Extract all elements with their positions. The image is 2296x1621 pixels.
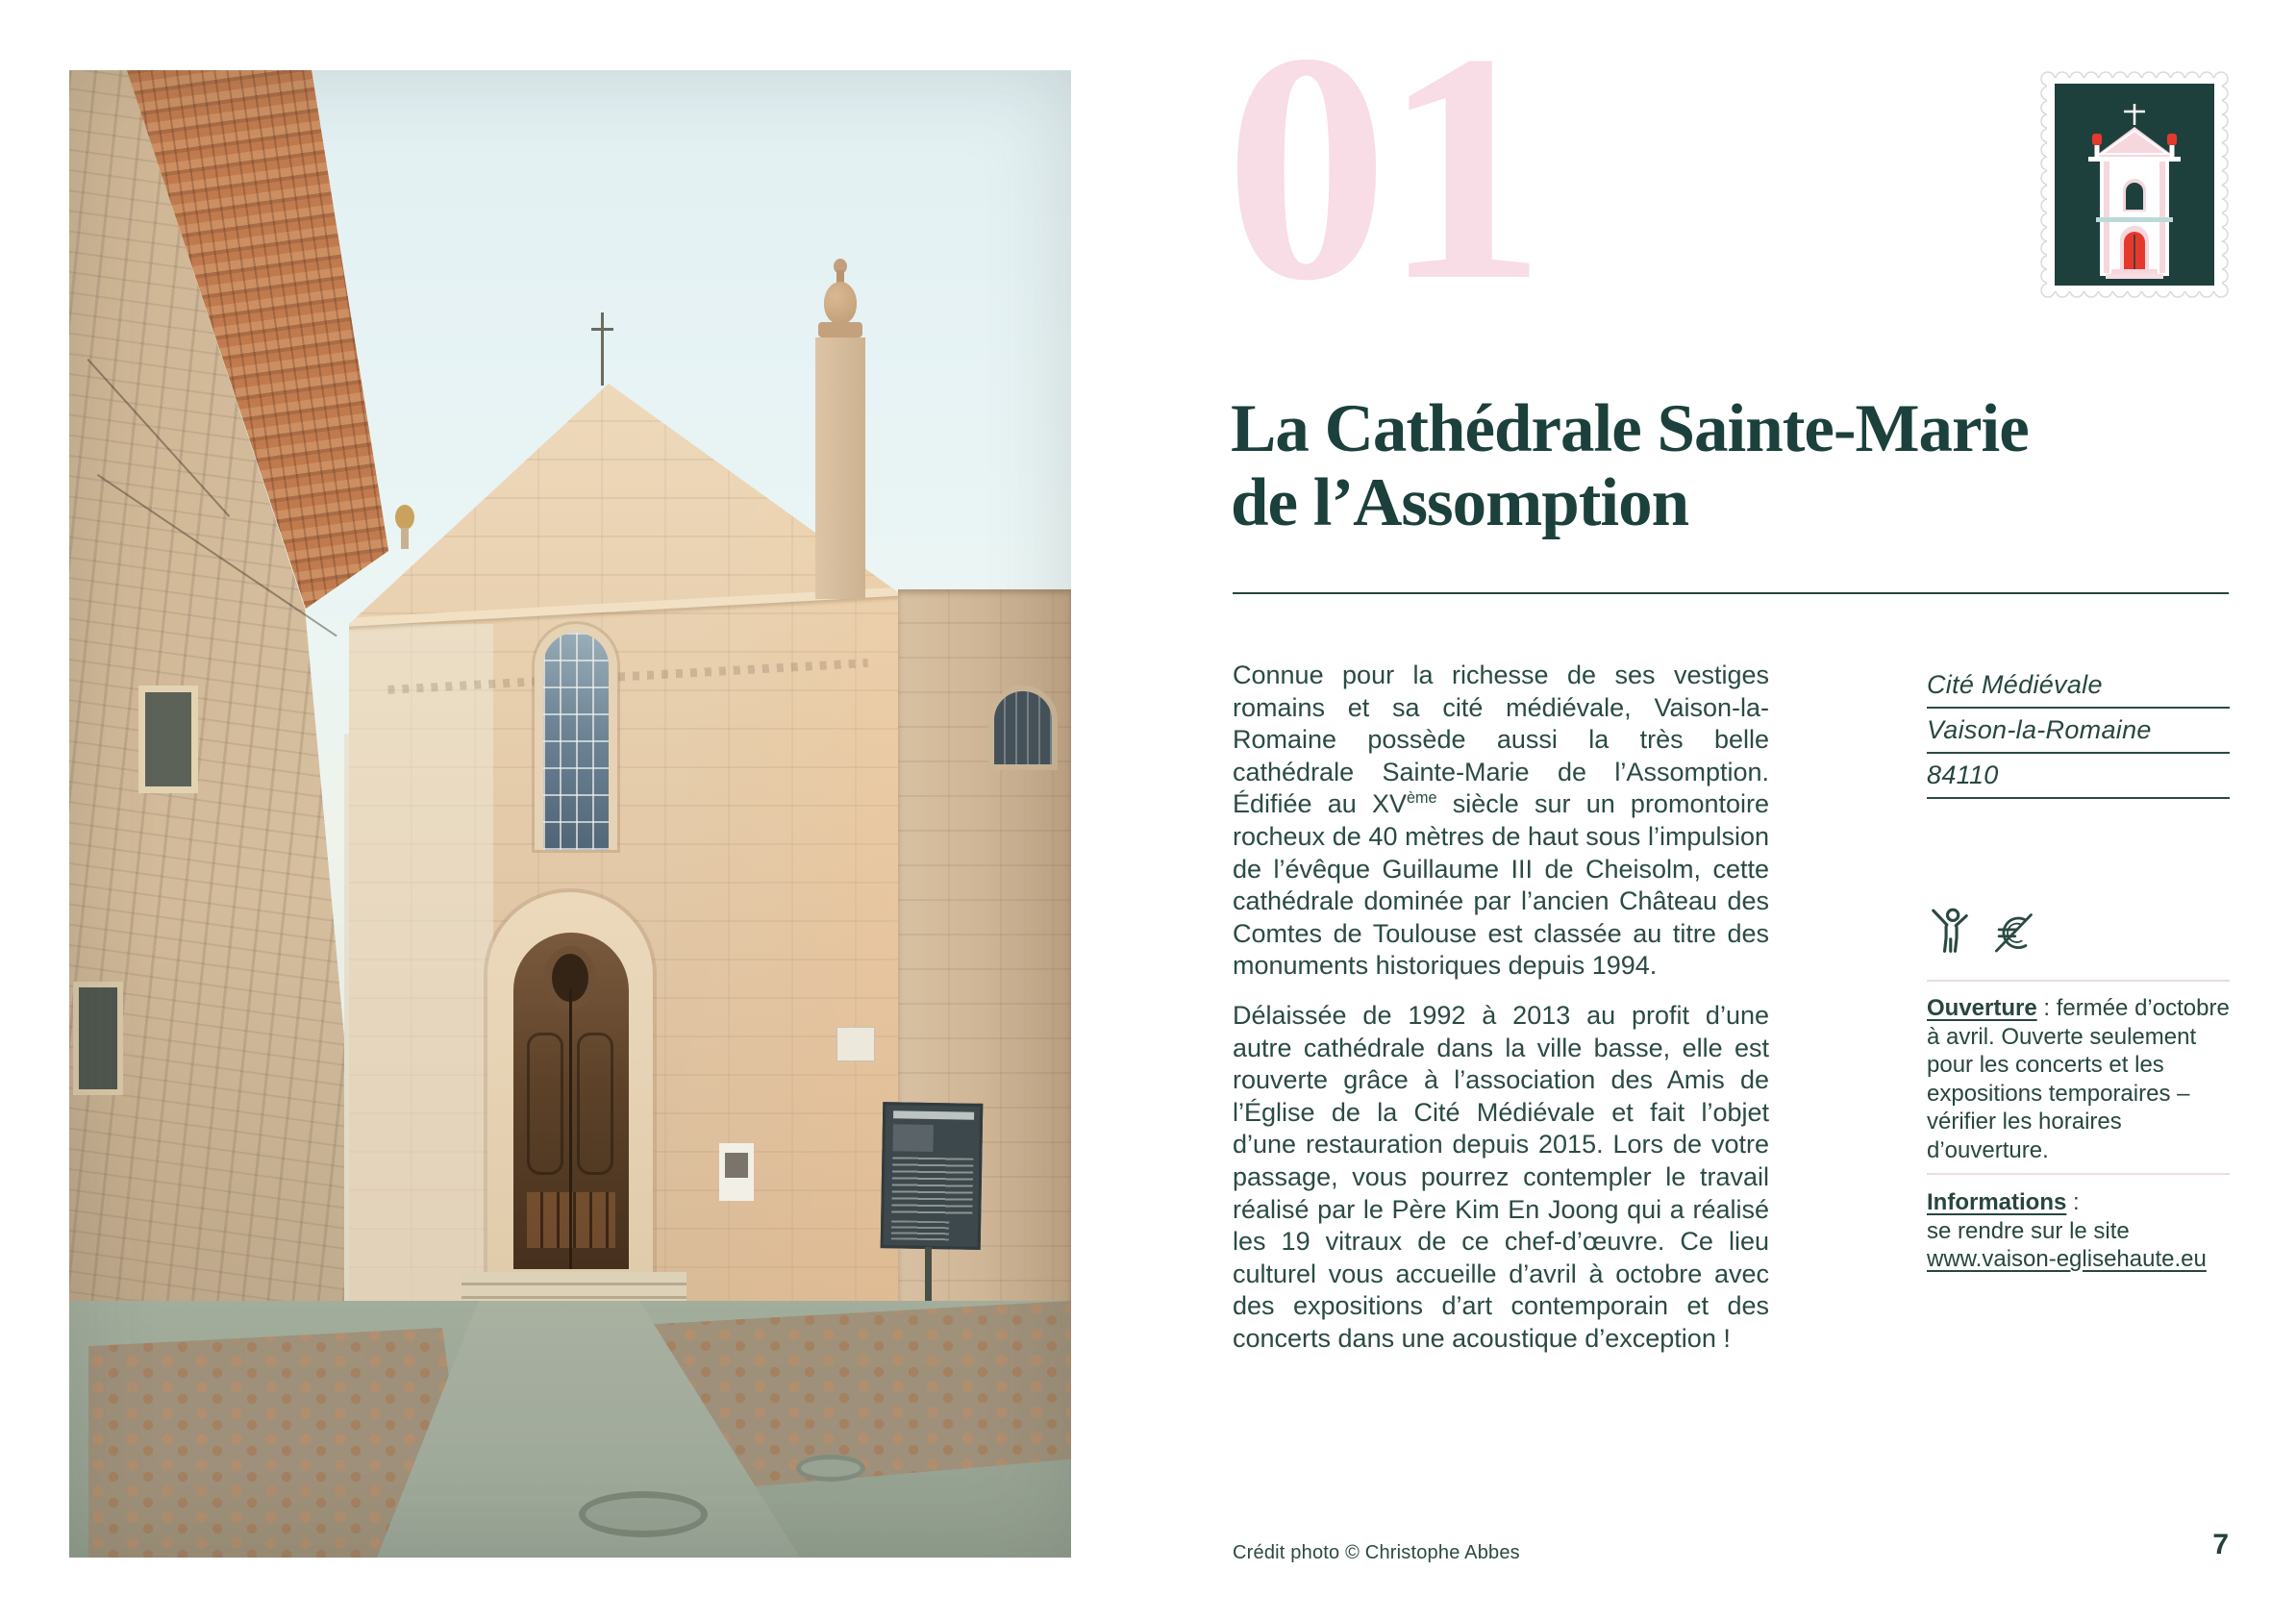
title-rule [1233, 592, 2229, 594]
church-stamp [2038, 69, 2231, 300]
panel-divider [1927, 980, 2230, 982]
opening-text: : fermée d’octobre à avril. Ouverte seulement pour les concerts et les expositions temporaires – vérifier les horaires d’ouverture. [1927, 995, 2230, 1163]
no-euro-icon [1988, 911, 2036, 956]
church-stamp-icon [2038, 69, 2231, 300]
location-type-row [1927, 663, 2230, 709]
info-panel [1927, 663, 2230, 799]
article-paragraph-1: Connue pour la richesse de ses vestiges romains et sa cité médiévale, Vaison-la-Romaine possède aussi la très belle cathédrale Sainte-Marie de l’Assomption. Édifiée au XVème siècle sur un promontoire rocheux de 40 mètres de haut sous l’impulsion de l’évêque Guillaume III de Cheisolm, cette cathédrale dominée par l’ancien Château des Comtes de Toulouse est classée au titre des monuments historiques depuis 1994. [1233, 661, 1769, 981]
panel-divider [1927, 1173, 2230, 1175]
location-city-row [1927, 709, 2230, 754]
page-number: 7 [2212, 1529, 2229, 1560]
cathedral-photo [69, 70, 1071, 1558]
page-title [1231, 392, 2029, 540]
location-postcode-row [1927, 754, 2230, 799]
chapter-number: 01 [1225, 0, 1540, 348]
opening-hours [1927, 994, 2230, 1164]
superscript-eme: ème [1407, 789, 1437, 808]
location-type: Cité Médiévale [1927, 670, 2103, 699]
photo-vignette [69, 70, 1071, 1558]
location-postcode: 84110 [1927, 761, 1999, 789]
opening-label: Ouverture [1927, 995, 2037, 1021]
article-body [1233, 660, 1769, 1355]
informations-label: Informations [1927, 1189, 2067, 1215]
figure-open-arms-icon [1929, 908, 1971, 956]
page-title-line-2: de l’Assomption [1231, 465, 1689, 540]
website-link[interactable]: www.vaison-eglisehaute.eu [1927, 1246, 2207, 1272]
photo-credit: Crédit photo © Christophe Abbes [1233, 1542, 1520, 1563]
amenity-icons [1929, 908, 2036, 956]
informations-text: se rendre sur le site [1927, 1217, 2130, 1244]
article-paragraph-2: Délaissée de 1992 à 2013 au profit d’une autre cathédrale dans la ville basse, elle est rouverte grâce à l’association des Amis de l’Église de la Cité Médiévale et fait l’objet d’une restauration depuis 2015. Lors de votre passage, vous pourrez contempler le travail réalisé par le Père Kim En Joong qui a réalisé les 19 vitraux de ce chef-d’œuvre. Ce lieu culturel vous accueille d’avril à octobre avec des expositions d’art contemporain et des concerts dans une acoustique d’exception ! [1233, 1000, 1769, 1353]
page-title-line-1: La Cathédrale Sainte-Marie [1231, 391, 2029, 466]
location-city: Vaison-la-Romaine [1927, 715, 2152, 744]
informations: Informations : se rendre sur le site www.vaison-eglisehaute.eu [1927, 1188, 2230, 1274]
